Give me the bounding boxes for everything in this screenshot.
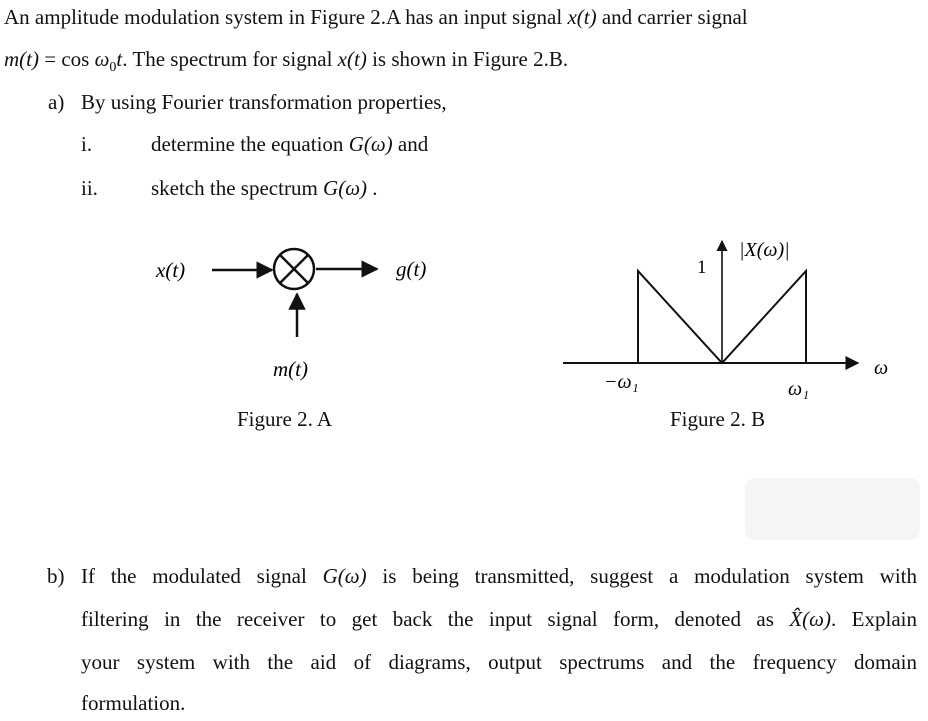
- part-a-label: a): [48, 90, 65, 114]
- part-a-i-label: i.: [81, 132, 93, 156]
- part-b-label: b): [47, 564, 65, 588]
- figure-2a-diagram: [155, 249, 426, 381]
- peak-value-label: 1: [697, 257, 707, 278]
- figure-2a-caption: Figure 2. A: [237, 407, 333, 431]
- intro-line-1: An amplitude modulation system in Figure 2.A has an input signal x(t) and carrier signal: [4, 5, 748, 29]
- x-axis-label: ω: [874, 357, 889, 379]
- part-b-line-2: filtering in the receiver to get back the input signal form, denoted as X̂(ω). Explain: [81, 607, 917, 631]
- y-axis-label: |X(ω)|: [739, 239, 790, 261]
- figure-2b-spectrum: [563, 239, 888, 400]
- figure-2b-caption: Figure 2. B: [670, 407, 766, 431]
- output-signal-label: g(t): [396, 257, 427, 281]
- part-b-line-4: formulation.: [81, 691, 186, 715]
- part-a-ii-text: sketch the spectrum G(ω) .: [151, 176, 378, 200]
- intro-line-2: $m(t) = \cos \omega_0t$. The spectrum for signal x(t) is shown in Figure 2.B.: [4, 47, 569, 76]
- part-b-line-3: your system with the aid of diagrams, output spectrums and the frequency domain: [81, 650, 917, 674]
- input-signal-label: x(t): [156, 258, 186, 282]
- carrier-signal-label: m(t): [273, 357, 308, 381]
- tick-label-pos-omega1: ω₁: [788, 378, 810, 400]
- scan-smudge: [745, 478, 920, 540]
- part-b-line-1: If the modulated signal G(ω) is being transmitted, suggest a modulation system with: [81, 564, 917, 588]
- tick-label-neg-omega1: −ω₁: [604, 371, 639, 393]
- part-a-text: By using Fourier transformation properties,: [81, 90, 447, 114]
- part-a-i-text: determine the equation G(ω) and: [151, 132, 429, 156]
- part-a-ii-label: ii.: [81, 176, 98, 200]
